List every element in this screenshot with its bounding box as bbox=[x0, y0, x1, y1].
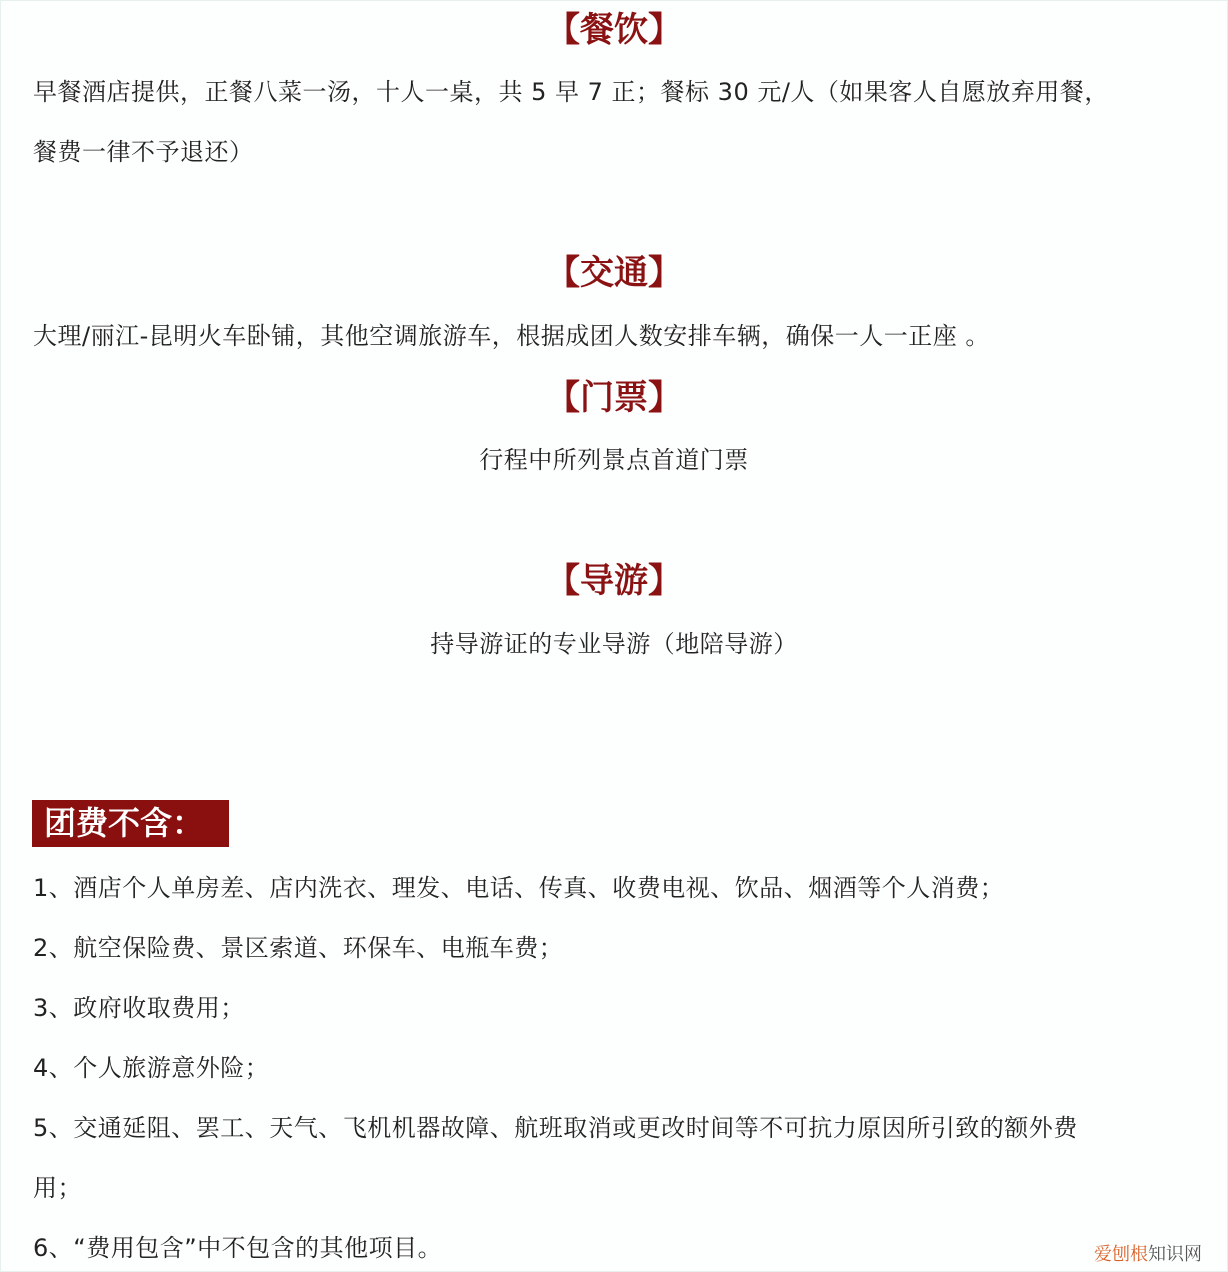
excluded-item: 4、个人旅游意外险； bbox=[33, 1054, 270, 1082]
excluded-item: 3、政府收取费用； bbox=[33, 994, 245, 1022]
excluded-item: 用； bbox=[33, 1174, 82, 1202]
excluded-item: 5、交通延阻、罢工、天气、飞机机器故障、航班取消或更改时间等不可抗力原因所引致的额外费 bbox=[33, 1114, 1078, 1142]
heading-dining: 【餐饮】 bbox=[546, 10, 682, 50]
dining-text-line1: 早餐酒店提供，正餐八菜一汤，十人一桌，共 5 早 7 正；餐标 30 元/人（如果客人自愿放弃用餐， bbox=[33, 78, 1109, 106]
watermark-part1: 爱刨根 bbox=[1094, 1244, 1148, 1265]
guide-text: 持导游证的专业导游（地陪导游） bbox=[430, 630, 798, 658]
transport-text: 大理/丽江-昆明火车卧铺，其他空调旅游车，根据成团人数安排车辆，确保一人一正座 。 bbox=[33, 322, 990, 350]
heading-transport: 【交通】 bbox=[546, 253, 682, 293]
excluded-title-badge: 团费不含： bbox=[32, 800, 229, 847]
heading-tickets: 【门票】 bbox=[546, 378, 682, 418]
excluded-item: 6、“费用包含”中不包含的其他项目。 bbox=[33, 1234, 443, 1262]
watermark-part2: 知识网 bbox=[1148, 1244, 1202, 1265]
excluded-item: 1、酒店个人单房差、店内洗衣、理发、电话、传真、收费电视、饮品、烟酒等个人消费； bbox=[33, 874, 1005, 902]
tickets-text: 行程中所列景点首道门票 bbox=[479, 446, 749, 474]
watermark bbox=[1094, 1240, 1202, 1266]
excluded-item: 2、航空保险费、景区索道、环保车、电瓶车费； bbox=[33, 934, 564, 962]
heading-guide: 【导游】 bbox=[546, 561, 682, 601]
dining-text-line2: 餐费一律不予退还） bbox=[33, 138, 254, 166]
